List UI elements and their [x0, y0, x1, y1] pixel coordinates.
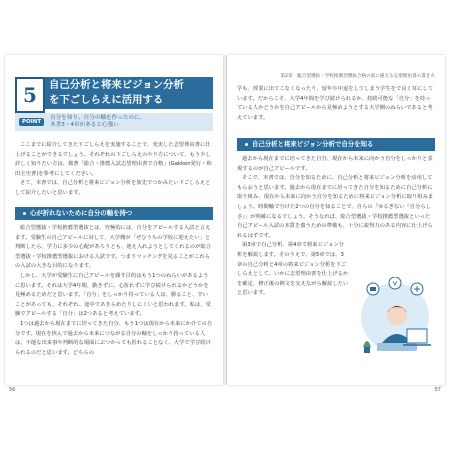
bullet-icon	[23, 212, 26, 215]
paragraph: さて、本書では、自己分析と将来ビジョン分析を旅先でつかみたい下ごしらえとして紹介したいと思います。	[15, 180, 211, 196]
chapter-header	[15, 77, 213, 131]
section-heading-know-self	[237, 138, 435, 151]
point-line1: 自分を知り、自分の軸を作ったのに、	[50, 115, 146, 121]
left-section-body	[15, 224, 213, 358]
bullet-icon	[245, 143, 248, 146]
paragraph: そこで、本書では、自分を知るために、自己分析と将来ビジョン分析を活用してもらおうと思います。過去から現在までに培ってきた自分を知るために自己分析に取り組み、現在から未来に向かう自分を知るために将来ビジョン分析に取り組みましょう。時間軸で分けた2つの自分を知ることで、自らの「ゆるぎない『自分らしさ』」が明確になるでしょう。そうなれば、総合型選抜・学校推薦型選抜といった自己アピール入試の本質を養うための準備も、十分に説得力のある内容に仕上げられるはずです。	[237, 175, 434, 239]
paragraph: 第3章で自己分析、第4章で将来ビジョン分析を解説します。そのうえで、第5章では、3章の自己分析と4章の将来ビジョン分析を下ごしらえとして、いかに志望理由書を仕上げるかを確定、修正後の例文を交えながら解説したいと思います。	[237, 242, 349, 297]
chapter-title-line2: を下ごしらえに活用する	[49, 94, 164, 106]
running-head: 第2章 総合型選抜・学校推薦型選抜合格の前に備える志望理由書の書き方	[280, 74, 435, 79]
right-intro	[237, 85, 435, 123]
student-thinking-illustration	[355, 277, 439, 363]
section-heading-text: 心が折れないために自分の軸を持つ	[30, 209, 133, 217]
chapter-point	[15, 113, 213, 131]
chapter-number: 5	[15, 77, 45, 113]
paragraph: 過去から現在までに培ってきた自分、現在から未来に向かう自分をしっかりと表現するのが自己アピールです。	[237, 156, 433, 172]
paragraph: しかし、大学が受験生に自己アピールを課す目的はもう1つのねらいがあるように思います。それは大学4年間、勤きずに、心折れずに学び続けられるかどうかを見極めるためだと思います。「自分」をしっかり持っている人は、勝ること、辛いことがあっても、それぞれ、途中であきらめたりしにくいと思われます。私は、受験でアピールする「自分」は2つあると考えています。	[15, 272, 211, 318]
chapter-title	[45, 77, 213, 109]
section-heading-axis	[15, 207, 213, 220]
point-line2: 本書3・4章があると心強い	[50, 122, 119, 128]
page-number-right: 57	[434, 387, 441, 393]
point-text	[50, 115, 145, 129]
paragraph: 学も、授業に出てこなくなったり、留年や中退をしてしまう学生をで良く耳にしています。だからこそ、大学4年間を学び続けられるか、持続可能な「自分」を持っている人かどうかを自己アピールから見極めようとする大学側のねらいであると考えています。	[237, 86, 433, 121]
chapter-title-line1: 自己分析と将来ビジョン分析	[49, 79, 184, 91]
page-number-left: 56	[9, 387, 16, 393]
paragraph: ここまでに紹介してきた下ごしらえを実施することで、充実した志望理由書に仕上げることができるでしょう。それぞれの下ごしらえのやり方について、もう少し詳しく知りたい方は、拙著「総合・推薦入試志望理由書で合格」(Gakken発行・和田圭史著)を参考にしてください。	[15, 142, 212, 177]
left-intro	[15, 141, 213, 199]
right-page	[227, 55, 445, 393]
paragraph: 総合型選抜・学校推薦型選抜とは、究極的には、自分をアピールする入試と言えます。受験生の自己アピールに対して、大学側が「ぜひうちの学校に迎えたい」と判断したら、学力に多少の心配があろうとも、迎え入れようとしてくれるのが総合型選抜・学校推薦型選抜における入試です。つまりマッチングを見ることがこれらの入試の大きな目的になります。	[15, 225, 211, 270]
point-label: POINT	[19, 118, 44, 126]
section-heading-text: 自己分析と将来ビジョン分析で自分を知る	[252, 140, 374, 148]
left-page	[5, 55, 223, 393]
paragraph: 1つは過去から現在までに培ってきた自分、もう1つは現在から未来にかけての自分です。現在を挟んで過去から未来につながる自分の軸をしっかり持っている人は、不運な出来事や判断的な場面にぶつかっても折れることなく、大学で学び続けられるのだと思います。どちらの	[15, 320, 213, 356]
